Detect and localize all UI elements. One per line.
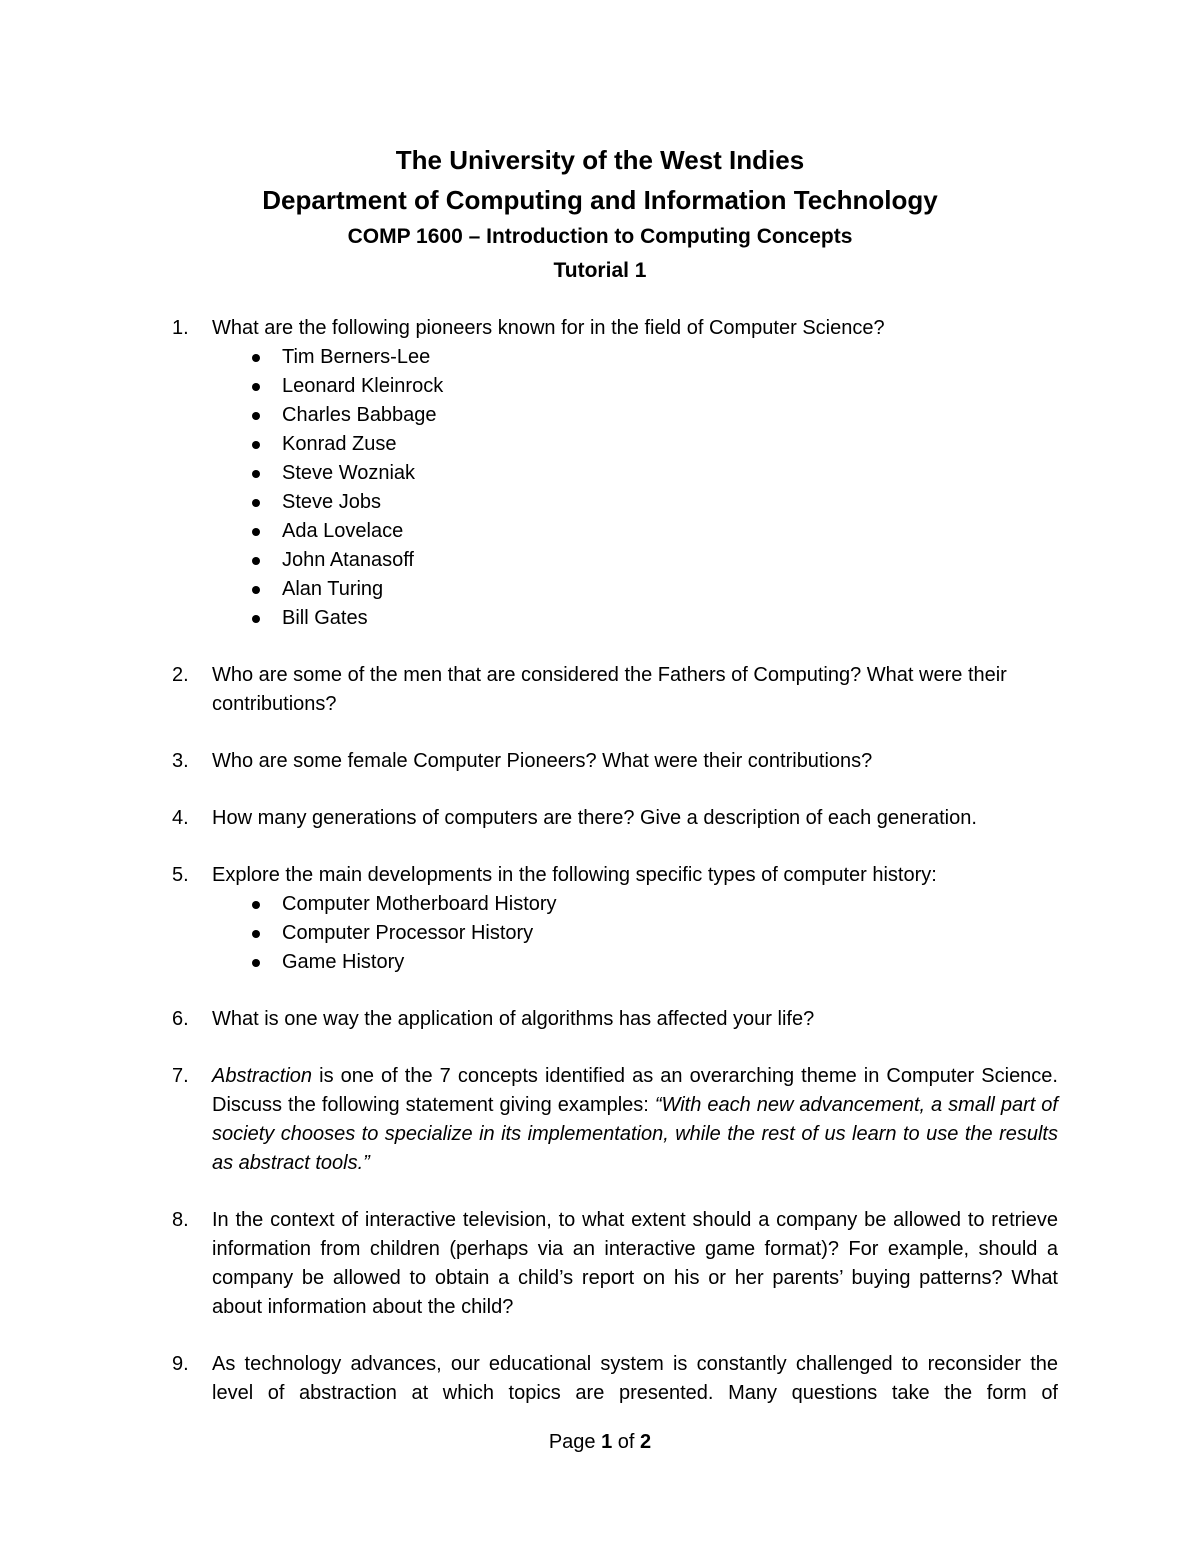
question-9 — [172, 1350, 1058, 1408]
question-number: 1. — [172, 317, 189, 339]
list-item: Konrad Zuse — [212, 430, 1058, 459]
bullet-icon — [252, 412, 260, 420]
question-4 — [172, 804, 1058, 833]
list-item: Game History — [212, 948, 1058, 977]
page-footer — [0, 1428, 1200, 1456]
question-text: What are the following pioneers known for in the field of Computer Science? — [212, 317, 885, 339]
page-label: Page — [548, 1431, 596, 1453]
bullet-icon — [252, 901, 260, 909]
question-7 — [172, 1062, 1058, 1178]
history-topic-list — [212, 890, 1058, 977]
list-item: Steve Wozniak — [212, 459, 1058, 488]
question-number: 7. — [172, 1065, 189, 1087]
bullet-icon — [252, 930, 260, 938]
question-text: Who are some female Computer Pioneers? What were their contributions? — [212, 750, 873, 772]
question-2 — [172, 661, 1058, 719]
question-number: 4. — [172, 807, 189, 829]
list-item: Charles Babbage — [212, 401, 1058, 430]
tutorial-title: Tutorial 1 — [553, 259, 647, 282]
page-of: of — [617, 1431, 635, 1453]
page-current: 1 — [601, 1431, 613, 1453]
bullet-icon — [252, 383, 260, 391]
list-item: Ada Lovelace — [212, 517, 1058, 546]
bullet-icon — [252, 959, 260, 967]
question-number: 8. — [172, 1209, 189, 1231]
question-number: 3. — [172, 750, 189, 772]
bullet-icon — [252, 354, 260, 362]
department-title: Department of Computing and Information Technology — [262, 185, 938, 215]
question-text: Abstraction is one of the 7 concepts identified as an overarching theme in Computer Science. Discuss the following statement giving examples: “With each new advancement, a small part of society chooses to specialize in its implementation, while the rest of us learn to use the results as abstract tools.” — [212, 1065, 1058, 1174]
list-item: Computer Motherboard History — [212, 890, 1058, 919]
question-5 — [172, 861, 1058, 977]
question-1 — [172, 314, 1058, 633]
italic-quote: “With each new advancement, a small part of society chooses to specialize in its implementation, while the rest of us learn to use the results as abstract tools.” — [212, 1094, 1058, 1174]
question-text: What is one way the application of algorithms has affected your life? — [212, 1008, 815, 1030]
document-header — [0, 140, 1200, 288]
bullet-icon — [252, 528, 260, 536]
page-total: 2 — [640, 1431, 652, 1453]
question-8 — [172, 1206, 1058, 1322]
question-3 — [172, 747, 1058, 776]
bullet-icon — [252, 586, 260, 594]
list-item: Bill Gates — [212, 604, 1058, 633]
list-item: Tim Berners-Lee — [212, 343, 1058, 372]
list-item: John Atanasoff — [212, 546, 1058, 575]
question-number: 9. — [172, 1353, 189, 1375]
question-list — [172, 314, 1058, 1436]
question-number: 6. — [172, 1008, 189, 1030]
question-number: 5. — [172, 864, 189, 886]
bullet-icon — [252, 499, 260, 507]
bullet-icon — [252, 557, 260, 565]
pioneer-list — [212, 343, 1058, 633]
bullet-icon — [252, 615, 260, 623]
question-text: Who are some of the men that are considered the Fathers of Computing? What were their contributions? — [212, 664, 1007, 715]
question-text: How many generations of computers are there? Give a description of each generation. — [212, 807, 977, 829]
list-item: Alan Turing — [212, 575, 1058, 604]
question-text: As technology advances, our educational system is constantly challenged to reconsider the level of abstraction at which topics are presented. Many questions take the form of — [212, 1353, 1058, 1404]
bullet-icon — [252, 470, 260, 478]
question-text: In the context of interactive television, to what extent should a company be allowed to retrieve information from children (perhaps via an interactive game format)? For example, should a company be allowed to obtain a child’s report on his or her parents’ buying patterns? What about information about the child? — [212, 1209, 1058, 1318]
italic-term: Abstraction — [212, 1065, 313, 1087]
list-item: Leonard Kleinrock — [212, 372, 1058, 401]
list-item: Computer Processor History — [212, 919, 1058, 948]
question-6 — [172, 1005, 1058, 1034]
list-item: Steve Jobs — [212, 488, 1058, 517]
question-number: 2. — [172, 664, 189, 686]
university-title: The University of the West Indies — [395, 145, 805, 175]
course-title: COMP 1600 – Introduction to Computing Concepts — [347, 225, 853, 248]
question-text: Explore the main developments in the following specific types of computer history: — [212, 864, 937, 886]
bullet-icon — [252, 441, 260, 449]
